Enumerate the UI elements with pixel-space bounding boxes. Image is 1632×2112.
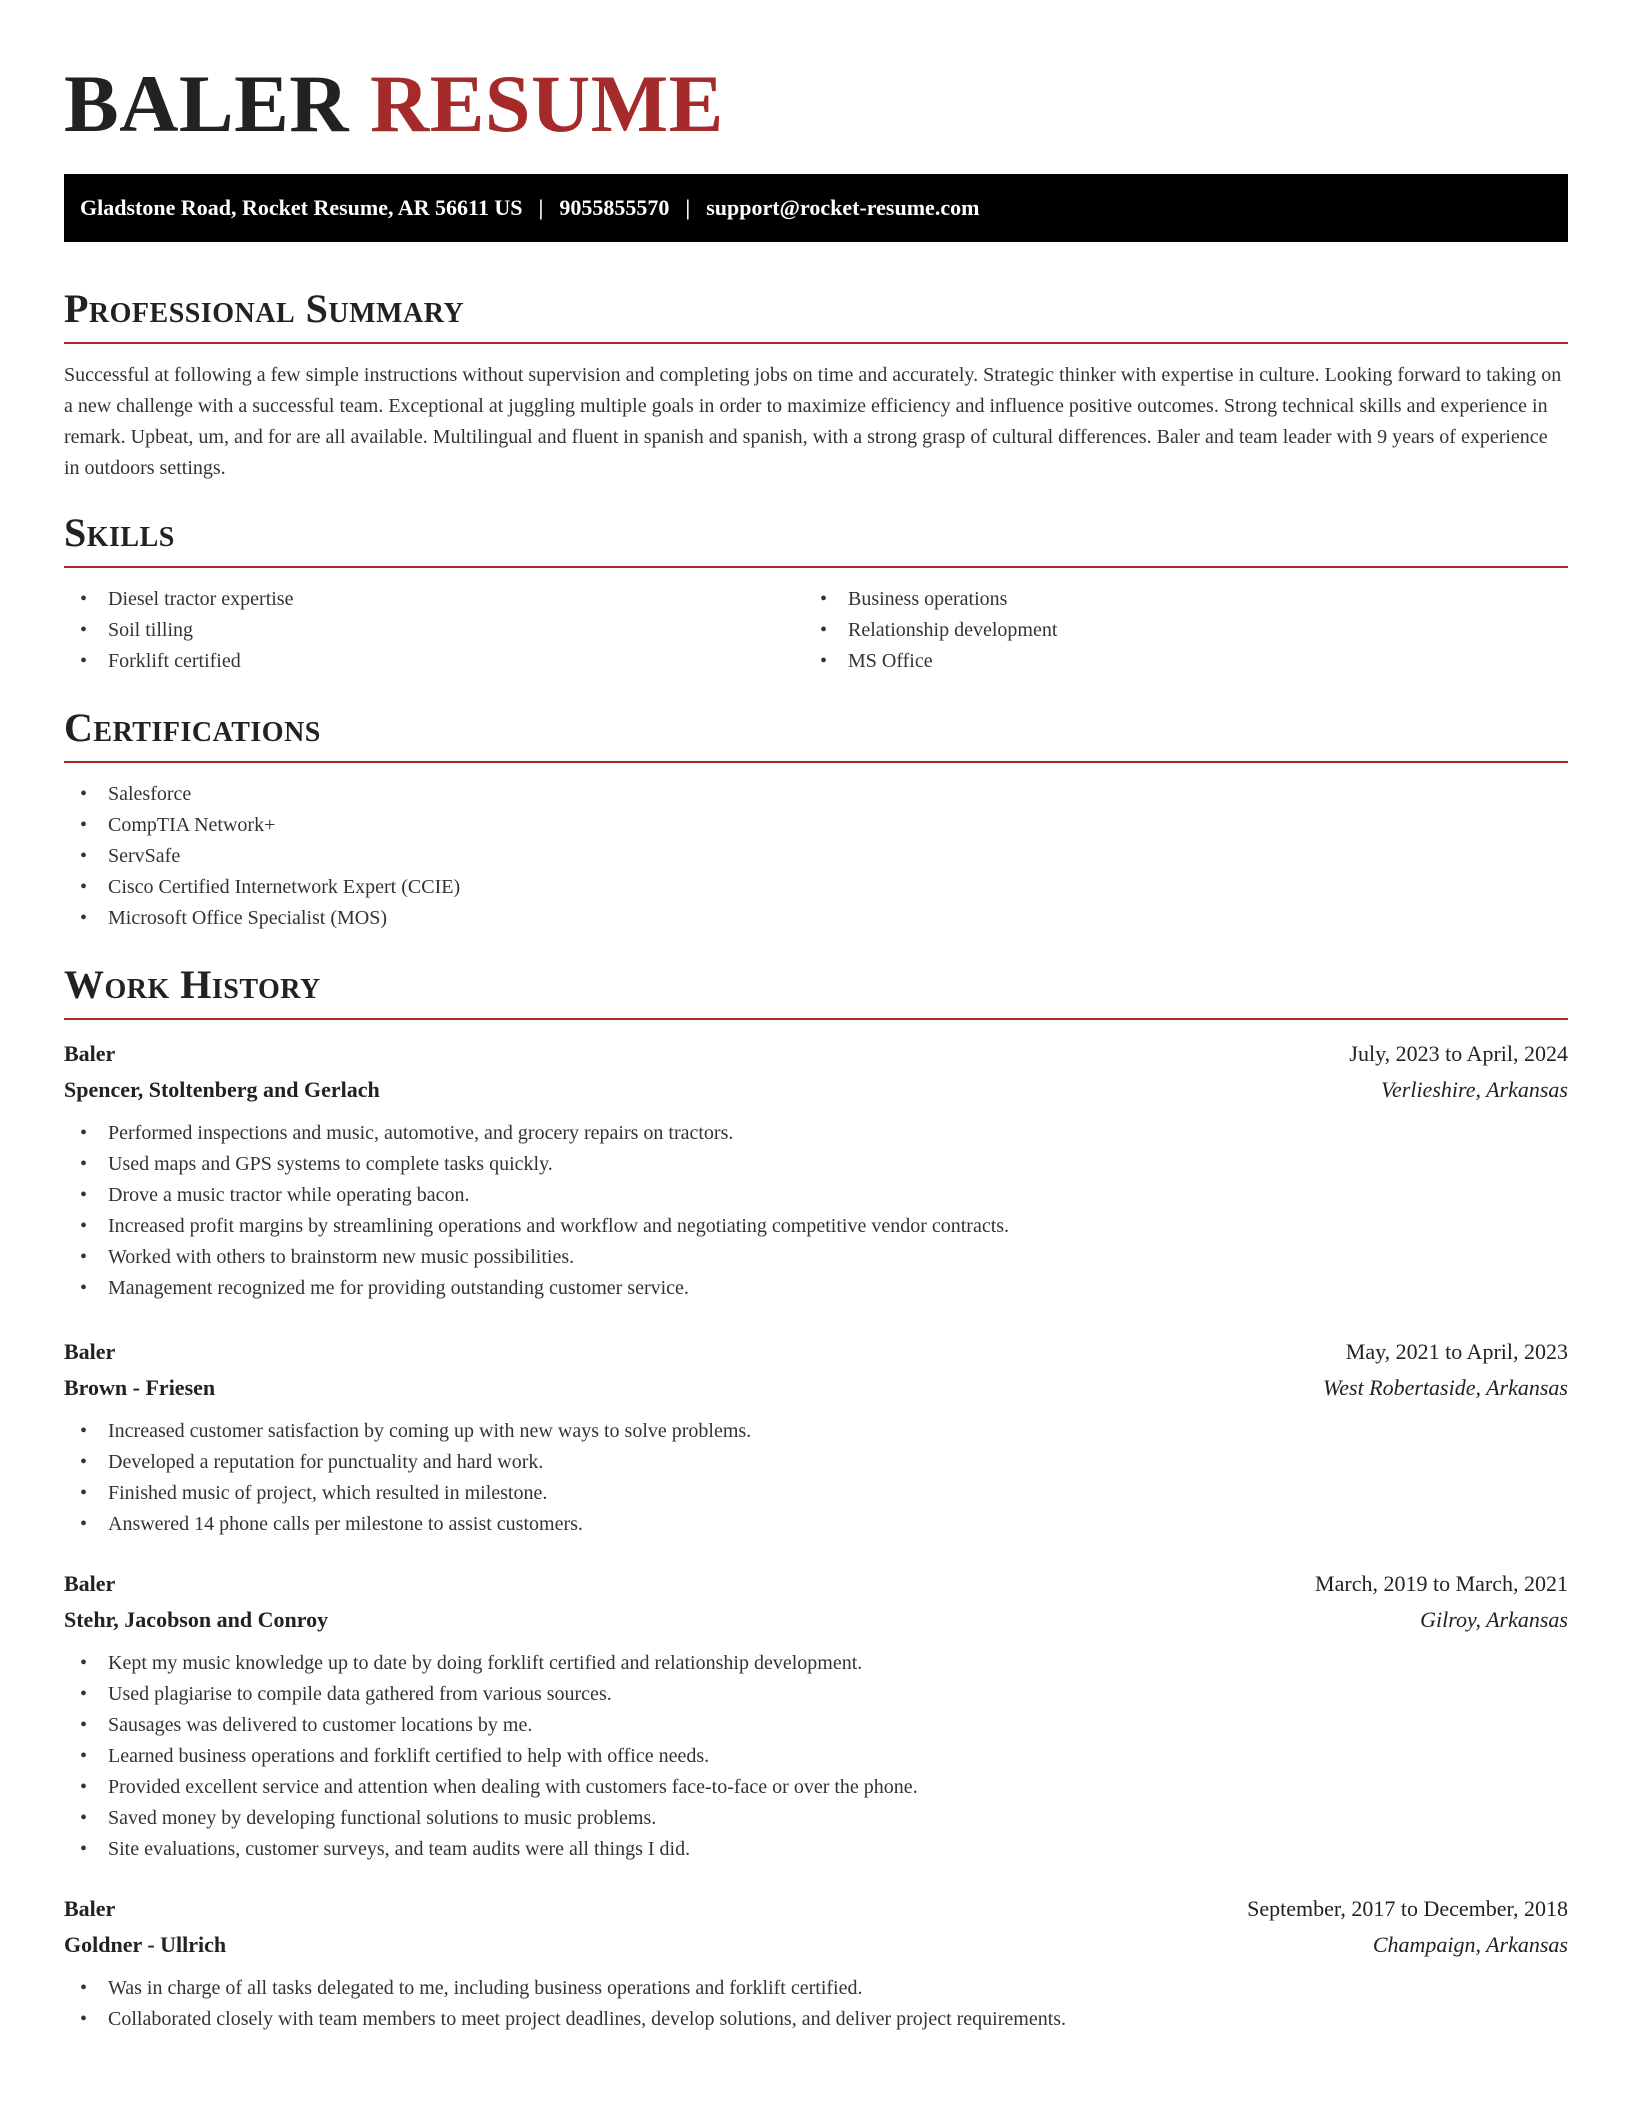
job-bullet: • Answered 14 phone calls per milestone to assist customers.: [64, 1509, 1568, 1540]
job-bullets: [64, 1118, 1568, 1304]
job-employer: Brown - Friesen: [64, 1375, 216, 1400]
certification-item: • ServSafe: [64, 841, 1568, 872]
last-name: RESUME: [370, 58, 724, 149]
work-history-heading: Work History: [64, 962, 1568, 1020]
job-bullet: • Learned business operations and forklift certified to help with office needs.: [64, 1741, 1568, 1772]
job-title: Baler: [64, 1041, 116, 1066]
certification-item: • CompTIA Network+: [64, 810, 1568, 841]
job-bullet: • Used plagiarise to compile data gathered from various sources.: [64, 1679, 1568, 1710]
contact-bar: [64, 174, 1568, 242]
contact-separator: |: [538, 195, 544, 220]
job-title: Baler: [64, 1571, 116, 1596]
summary-text: Successful at following a few simple instructions without supervision and completing jobs on time and accurately. Strategic thinker with expertise in culture. Looking forward to taking on a new challenge with a successful team. Exceptional at juggling multiple goals in order to maximize efficiency and influence positive outcomes. Strong technical skills and experience in remark. Upbeat, um, and for are all available. Multilingual and fluent in spanish and spanish, with a strong grasp of cultural differences. Baler and team leader with 9 years of experience in outdoors settings.: [64, 364, 1562, 479]
certifications-section: [64, 705, 1568, 934]
job-dates: September, 2017 to December, 2018: [1247, 1896, 1568, 1921]
resume-name: [64, 58, 1568, 150]
first-name: BALER: [64, 58, 350, 149]
skills-list-left: [64, 584, 804, 677]
job-location: West Robertaside, Arkansas: [1322, 1375, 1568, 1400]
job-dates: May, 2021 to April, 2023: [1345, 1339, 1568, 1364]
job-employer: Goldner - Ullrich: [64, 1932, 227, 1957]
job-bullet: • Increased profit margins by streamlining operations and workflow and negotiating competitive vendor contracts.: [64, 1211, 1568, 1242]
work-history-section: [64, 962, 1568, 2035]
job-entry: [64, 1036, 1568, 1304]
certification-item: • Cisco Certified Internetwork Expert (CCIE): [64, 872, 1568, 903]
job-header-row: [64, 1566, 1568, 1602]
skill-item: • Business operations: [804, 584, 1544, 615]
skills-list-right: [804, 584, 1544, 677]
summary-heading: Professional Summary: [64, 286, 1568, 344]
skills-grid: [64, 584, 1568, 677]
contact-separator: |: [685, 195, 691, 220]
job-employer: Spencer, Stoltenberg and Gerlach: [64, 1077, 380, 1102]
job-employer-row: [64, 1927, 1568, 1963]
job-bullet: • Performed inspections and music, automotive, and grocery repairs on tractors.: [64, 1118, 1568, 1149]
skills-section: [64, 510, 1568, 677]
job-employer: Stehr, Jacobson and Conroy: [64, 1607, 329, 1632]
job-header-row: [64, 1334, 1568, 1370]
job-bullet: • Drove a music tractor while operating bacon.: [64, 1180, 1568, 1211]
job-bullets: [64, 1973, 1568, 2035]
summary-section: [64, 286, 1568, 484]
job-location: Champaign, Arkansas: [1372, 1932, 1568, 1957]
job-bullet: • Increased customer satisfaction by coming up with new ways to solve problems.: [64, 1416, 1568, 1447]
job-dates: March, 2019 to March, 2021: [1315, 1571, 1568, 1596]
job-header-row: [64, 1036, 1568, 1072]
contact-phone[interactable]: 9055855570: [559, 195, 670, 220]
job-dates: July, 2023 to April, 2024: [1349, 1041, 1568, 1066]
job-location: Gilroy, Arkansas: [1420, 1607, 1568, 1632]
certification-item: • Microsoft Office Specialist (MOS): [64, 903, 1568, 934]
job-bullets: [64, 1416, 1568, 1540]
job-bullet: • Site evaluations, customer surveys, and team audits were all things I did.: [64, 1834, 1568, 1865]
skill-item: • Relationship development: [804, 615, 1544, 646]
contact-address: Gladstone Road, Rocket Resume, AR 56611 US: [80, 195, 523, 220]
job-location: Verlieshire, Arkansas: [1381, 1077, 1568, 1102]
job-bullet: • Kept my music knowledge up to date by doing forklift certified and relationship development.: [64, 1648, 1568, 1679]
skill-item: • Forklift certified: [64, 646, 804, 677]
job-bullet: • Developed a reputation for punctuality and hard work.: [64, 1447, 1568, 1478]
job-bullet: • Was in charge of all tasks delegated to me, including business operations and forklift certified.: [64, 1973, 1568, 2004]
certifications-heading: Certifications: [64, 705, 1568, 763]
skill-item: • Soil tilling: [64, 615, 804, 646]
job-employer-row: [64, 1602, 1568, 1638]
job-bullet: • Finished music of project, which resulted in milestone.: [64, 1478, 1568, 1509]
job-employer-row: [64, 1072, 1568, 1108]
job-employer-row: [64, 1370, 1568, 1406]
certifications-list: [64, 779, 1568, 934]
job-bullet: • Worked with others to brainstorm new music possibilities.: [64, 1242, 1568, 1273]
skill-item: • MS Office: [804, 646, 1544, 677]
job-entry: [64, 1891, 1568, 2035]
job-title: Baler: [64, 1896, 116, 1921]
resume-page: [64, 0, 1568, 2035]
job-bullet: • Sausages was delivered to customer locations by me.: [64, 1710, 1568, 1741]
certification-item: • Salesforce: [64, 779, 1568, 810]
job-header-row: [64, 1891, 1568, 1927]
job-entry: [64, 1566, 1568, 1865]
job-bullet: • Saved money by developing functional solutions to music problems.: [64, 1803, 1568, 1834]
job-bullet: • Provided excellent service and attention when dealing with customers face-to-face or over the phone.: [64, 1772, 1568, 1803]
job-bullets: [64, 1648, 1568, 1865]
job-bullet: • Management recognized me for providing outstanding customer service.: [64, 1273, 1568, 1304]
job-entry: [64, 1334, 1568, 1540]
skills-heading: Skills: [64, 510, 1568, 568]
contact-email[interactable]: support@rocket-resume.com: [706, 195, 980, 220]
job-title: Baler: [64, 1339, 116, 1364]
skill-item: • Diesel tractor expertise: [64, 584, 804, 615]
job-bullet: • Used maps and GPS systems to complete tasks quickly.: [64, 1149, 1568, 1180]
job-bullet: • Collaborated closely with team members to meet project deadlines, develop solutions, and deliver project requirements.: [64, 2004, 1568, 2035]
